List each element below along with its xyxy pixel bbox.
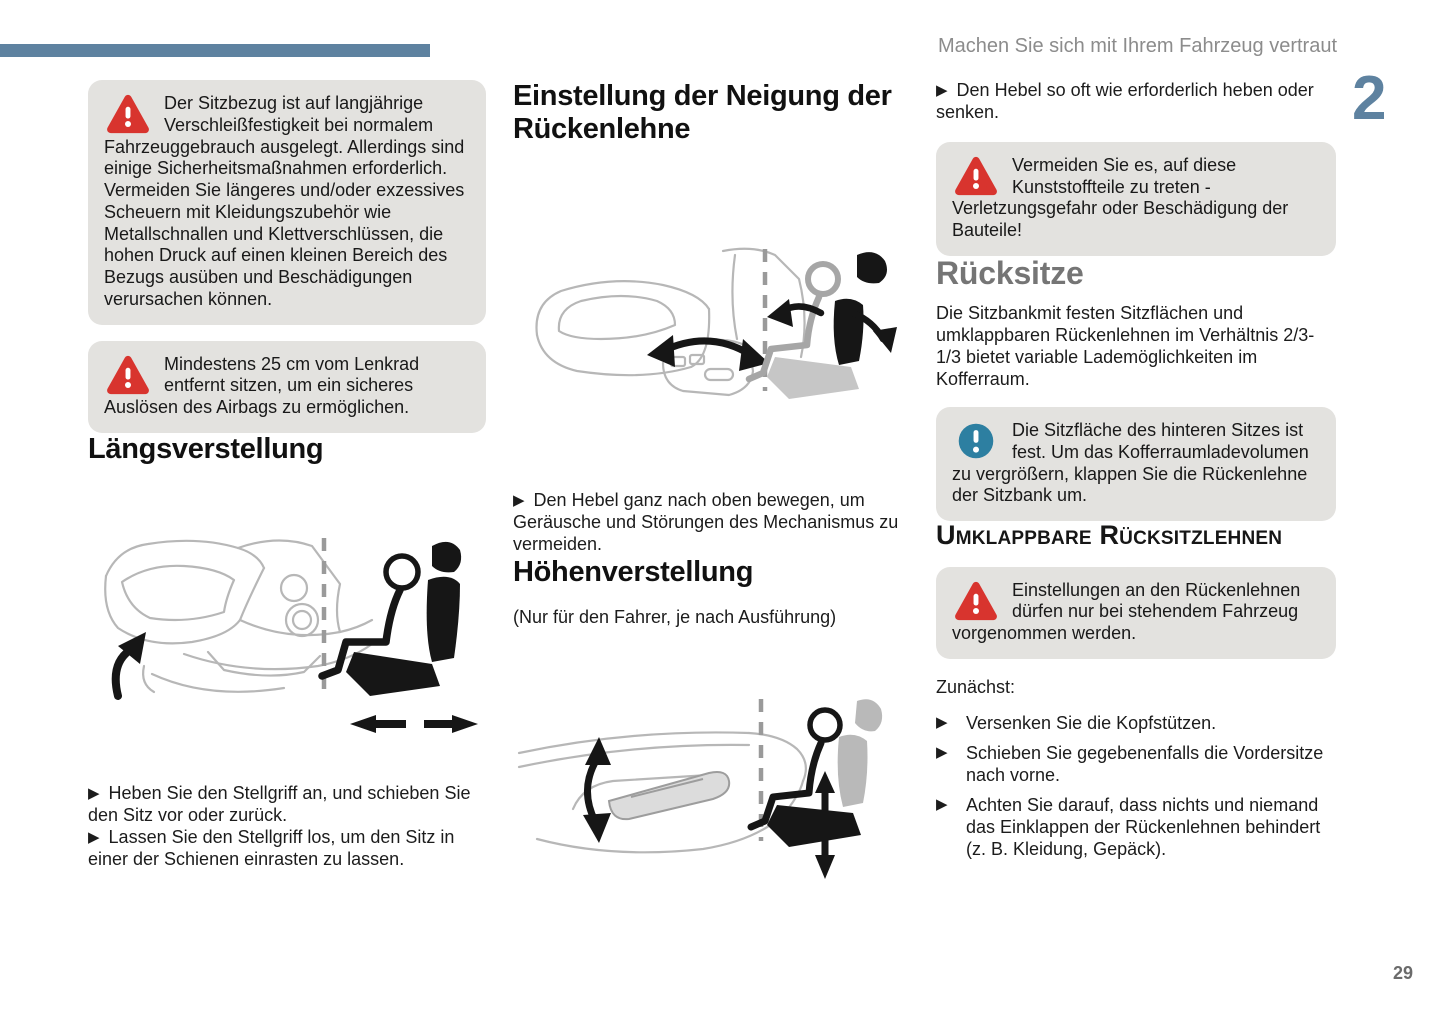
slide-arrows-icon xyxy=(350,715,478,733)
bullet-arrow-icon: ▶ xyxy=(88,829,100,847)
section-heading-hoehenverstellung: Höhenverstellung xyxy=(513,555,754,588)
instruction-text: Heben Sie den Stellgriff an, und schieben Sie den Sitz vor oder zurück. xyxy=(88,783,471,826)
info-text: Die Sitzfläche des hinteren Sitzes ist fest. Um das Kofferraumladevolumen zu vergrößern, klappen Sie die Rückenlehne der Sitzbank um. xyxy=(952,419,1309,506)
seat-height-pictogram xyxy=(751,699,882,879)
seat-recline-pictogram xyxy=(749,252,897,399)
illustration-laengsverstellung xyxy=(88,524,486,769)
section-heading-umklappbare-ruecksitzlehnen: Umklappbare Rücksitzlehnen xyxy=(936,520,1283,551)
bullet-arrow-icon: ▶ xyxy=(936,713,948,731)
bullet-arrow-icon: ▶ xyxy=(936,743,948,761)
instruction-bullet xyxy=(936,80,1336,124)
instruction-text: Versenken Sie die Kopfstützen. xyxy=(966,712,1217,733)
instruction-text: Schieben Sie gegebenenfalls die Vordersitze nach vorne. xyxy=(966,742,1324,785)
seat-height-illustration xyxy=(513,689,907,894)
seat-slide-pictogram xyxy=(322,542,478,733)
warning-text: Mindestens 25 cm vom Lenkrad entfernt sitzen, um ein sicheres Auslösen des Airbags zu ermöglichen. xyxy=(104,353,420,418)
warning-box-plastic-parts xyxy=(936,142,1336,256)
header-title: Machen Sie sich mit Ihrem Fahrzeug vertraut xyxy=(937,35,1337,57)
instruction-bullet xyxy=(88,827,486,871)
warning-triangle-icon xyxy=(954,156,998,196)
warning-box-seat-cover xyxy=(88,80,486,325)
left-column xyxy=(88,80,486,871)
section-heading-laengsverstellung: Längsverstellung xyxy=(88,432,324,465)
header-accent-bar xyxy=(0,44,430,57)
warning-box-steering-distance xyxy=(88,341,486,433)
intro-label: Zunächst: xyxy=(936,677,1016,698)
chapter-number: 2 xyxy=(1352,64,1387,133)
warning-triangle-icon xyxy=(954,581,998,621)
instruction-text: Lassen Sie den Stellgriff los, um den Sitz in einer der Schienen einrasten zu lassen. xyxy=(88,827,455,870)
warning-text: Der Sitzbezug ist auf langjährige Verschleißfestigkeit bei normalem Fahrzeuggebrauch ausgelegt. Allerdings sind einige Sicherheitsmaßnahmen erforderlich. Vermeiden Sie längeres und/oder exzessives Scheuern mit Kleidungszubehör wie Metallschnallen und Klettverschlüssen, die hohen Druck auf einen kleinen Bereich des Bezugs ausüben und Beschädigungen verursachen können. xyxy=(104,93,465,309)
illustration-neigung xyxy=(513,239,907,444)
instruction-text: Achten Sie darauf, dass nichts und niemand das Einklappen der Rückenlehnen behindert (z. B. Kleidung, Gepäck). xyxy=(966,794,1321,859)
recline-lever-arrow-icon xyxy=(647,335,769,371)
warning-triangle-icon xyxy=(106,355,150,395)
instruction-bullet xyxy=(88,783,486,827)
section-heading-ruecksitze: Rücksitze xyxy=(936,254,1084,291)
instruction-bullet xyxy=(936,713,1336,735)
warning-triangle-icon xyxy=(106,94,150,134)
info-circle-icon xyxy=(954,421,998,461)
instruction-bullet xyxy=(936,795,1336,861)
warning-box-backrest-adjust xyxy=(936,567,1336,659)
info-box-rear-seat xyxy=(936,407,1336,521)
bullet-arrow-icon: ▶ xyxy=(513,491,525,509)
bullet-arrow-icon: ▶ xyxy=(936,82,948,99)
warning-text: Vermeiden Sie es, auf diese Kunststoffteile zu treten - Verletzungsgefahr oder Beschädigung der Bauteile! xyxy=(952,154,1289,241)
bullet-arrow-icon: ▶ xyxy=(88,785,100,803)
seat-slide-illustration xyxy=(88,524,486,769)
instruction-text: Den Hebel so oft wie erforderlich heben oder senken. xyxy=(936,80,1314,122)
variant-note: (Nur für den Fahrer, je nach Ausführung) xyxy=(513,606,837,627)
instruction-bullet xyxy=(513,490,907,556)
seat-recline-illustration xyxy=(513,239,907,444)
warning-text: Einstellungen an den Rückenlehnen dürfen nur bei stehendem Fahrzeug vorgenommen werden. xyxy=(952,579,1301,644)
right-column xyxy=(936,80,1336,861)
instruction-text: Den Hebel ganz nach oben bewegen, um Geräusche und Störungen des Mechanismus zu vermeiden. xyxy=(513,489,899,554)
illustration-hoehenverstellung xyxy=(513,689,907,894)
body-paragraph: Die Sitzbankmit festen Sitzflächen und umklappbaren Rückenlehnen im Verhältnis 2/3-1/3 bietet variable Lademöglichkeiten im Kofferraum. xyxy=(936,303,1315,390)
lift-arrow-icon xyxy=(116,632,146,696)
bullet-arrow-icon: ▶ xyxy=(936,795,948,813)
middle-column xyxy=(513,80,907,894)
section-heading-neigung: Einstellung der Neigung der Rückenlehne xyxy=(513,80,892,146)
page-number: 29 xyxy=(1393,963,1414,983)
instruction-bullet xyxy=(936,743,1336,787)
